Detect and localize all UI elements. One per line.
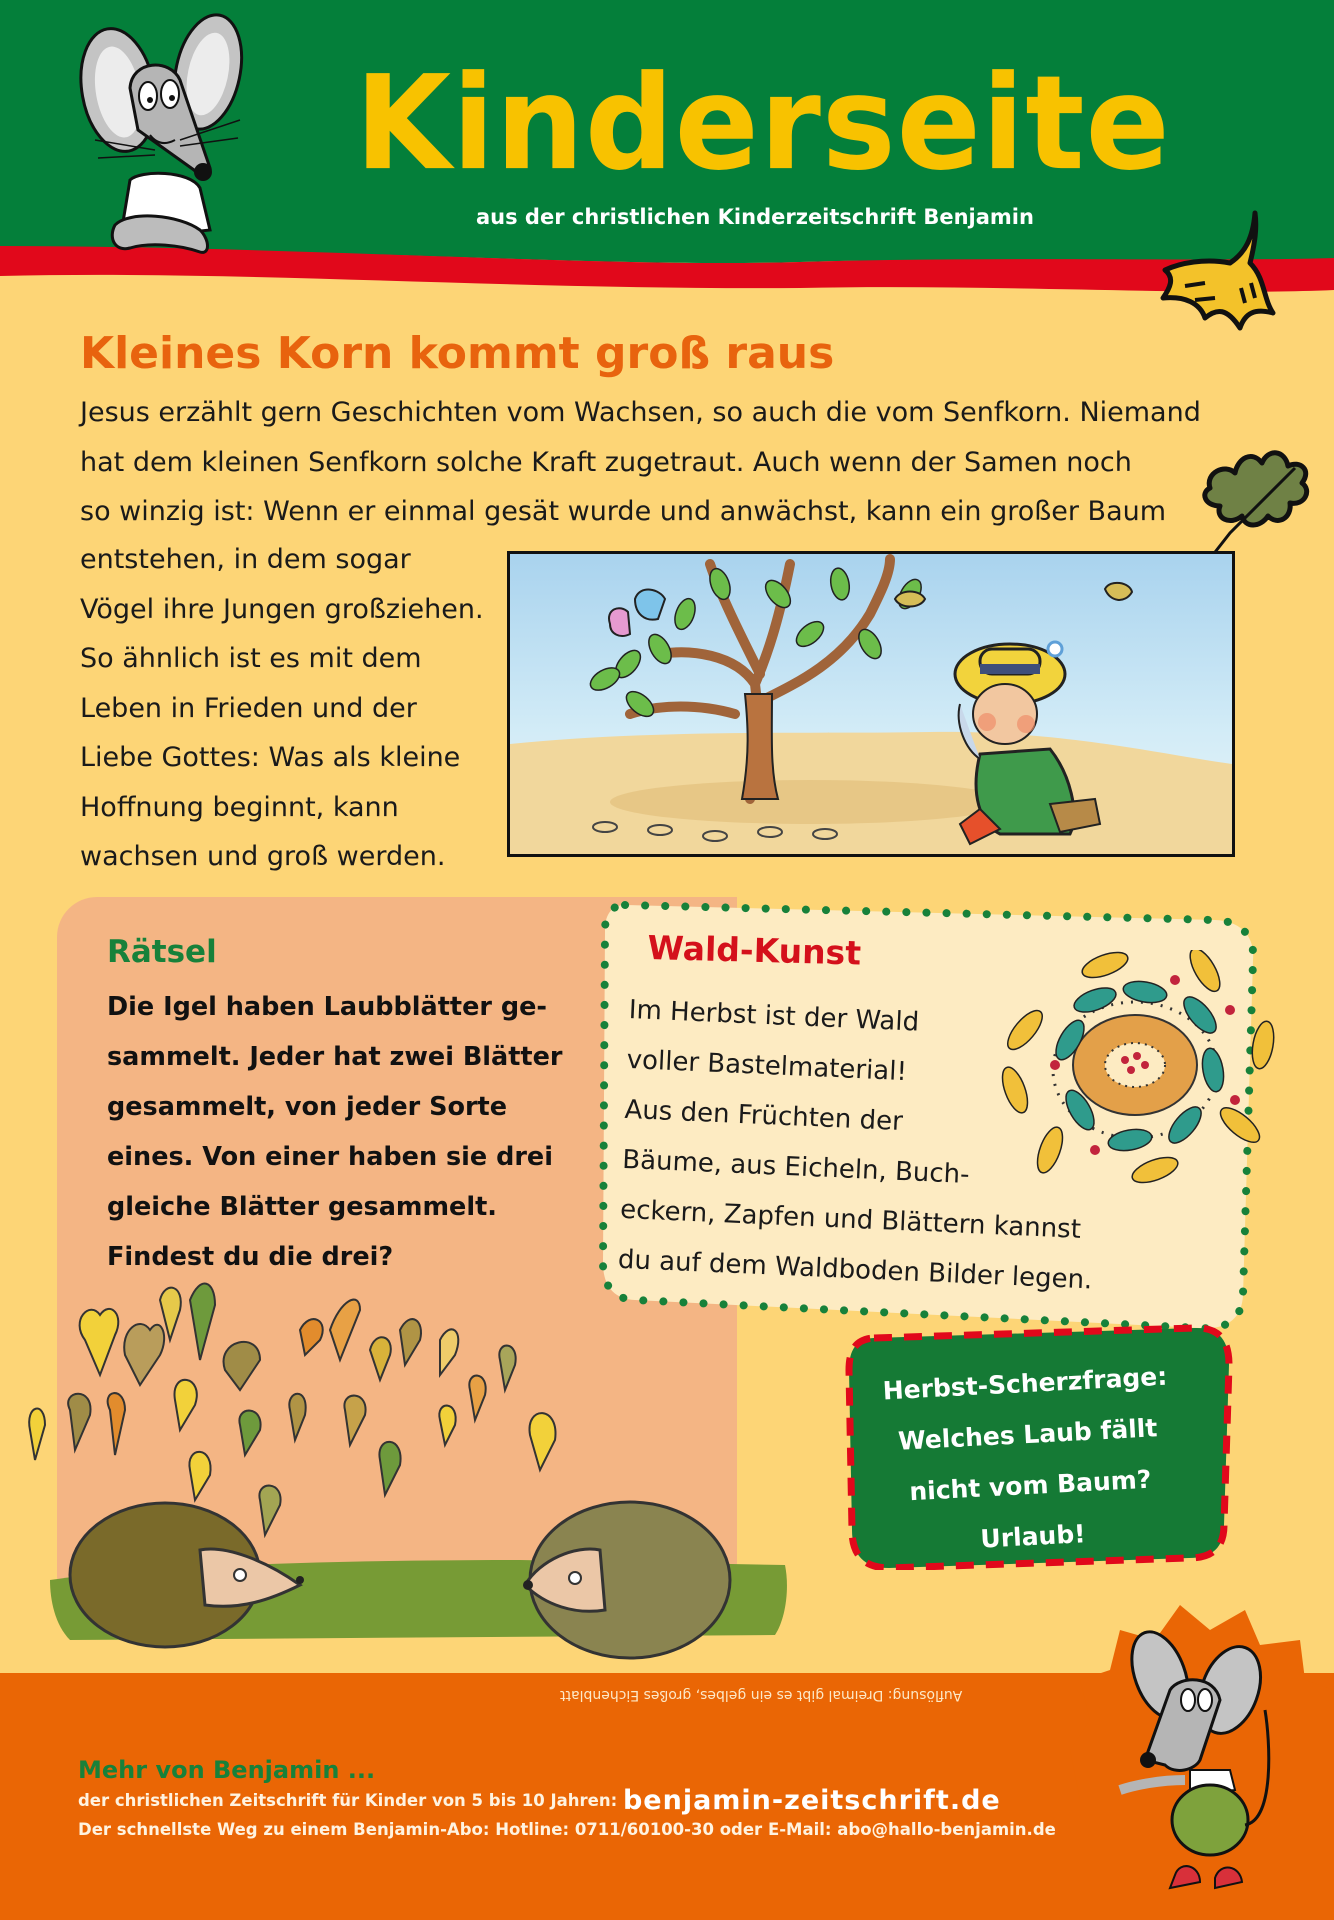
raetsel-title: Rätsel [107, 934, 217, 970]
website-link[interactable]: benjamin-zeitschrift.de [622, 1785, 1001, 1816]
article-title: Kleines Korn kommt groß raus [80, 328, 835, 379]
article-side-text [80, 535, 520, 882]
mouse-mascot-icon [60, 10, 270, 270]
text-line: sammelt. Jeder hat zwei Blätter [107, 1042, 563, 1072]
text-line: eckern, Zapfen und Blättern kannst [619, 1194, 1082, 1245]
text-line: Die Igel haben Laubblätter ge- [107, 992, 547, 1022]
joke-question-line: Welches Laub fällt [897, 1413, 1158, 1456]
joke-question-line: nicht vom Baum? [908, 1464, 1152, 1507]
header-banner [0, 0, 1334, 300]
text-line: Findest du die drei? [107, 1242, 394, 1272]
joke-answer: Urlaub! [979, 1519, 1087, 1554]
text-line: So ähnlich ist es mit dem [80, 643, 422, 674]
puzzle-solution: Auflösung: Dreimal gibt es ein gelbes, großes Eichenblatt [560, 1687, 963, 1703]
wald-kunst-text [617, 985, 1150, 1307]
mouse-phone-mascot-icon [1090, 1620, 1290, 1900]
text-line: Im Herbst ist der Wald [628, 994, 920, 1038]
page-title: Kinderseite [355, 48, 1171, 200]
text-line: so winzig ist: Wenn er einmal gesät wurde und anwächst, kann ein großer Baum [80, 496, 1167, 527]
text-line: du auf dem Waldboden Bilder legen. [617, 1244, 1093, 1296]
article-intro [80, 388, 1230, 537]
text-line: voller Bastelmaterial! [626, 1044, 908, 1088]
text-line: eines. Von einer haben sie drei [107, 1142, 553, 1172]
wald-kunst-title: Wald-Kunst [647, 928, 862, 973]
text-line: gleiche Blätter gesammelt. [107, 1192, 497, 1222]
text-line: Jesus erzählt gern Geschichten vom Wachsen, so auch die vom Senfkorn. Niemand [80, 397, 1201, 428]
page-subtitle: aus der christlichen Kinderzeitschrift Benjamin [476, 205, 1034, 229]
footer-magazine-info [78, 1787, 1001, 1814]
text-line: Vögel ihre Jungen großziehen. [80, 593, 484, 625]
text-line: wachsen und groß werden. [80, 841, 446, 872]
text-line: Bäume, aus Eicheln, Buch- [621, 1144, 971, 1190]
text-line: hat dem kleinen Senfkorn solche Kraft zugetraut. Auch wenn der Samen noch [80, 446, 1132, 478]
text-line: Liebe Gottes: Was als kleine [80, 742, 461, 773]
text-line: Aus den Früchten der [623, 1094, 904, 1138]
gardener-tree-illustration [507, 551, 1235, 857]
footer-heading: Mehr von Benjamin ... [78, 1756, 376, 1784]
joke-text [849, 1349, 1209, 1571]
raetsel-text [107, 982, 567, 1282]
footer-magazine-text: der christlichen Zeitschrift für Kinder von 5 bis 10 Jahren: [78, 1791, 623, 1810]
text-line: Leben in Frieden und der [80, 692, 417, 724]
text-line: gesammelt, von jeder Sorte [107, 1092, 508, 1122]
joke-question-line: Herbst-Scherzfrage: [882, 1361, 1168, 1406]
text-line: entstehen, in dem sogar [80, 544, 411, 575]
yellow-leaf-icon [1145, 208, 1295, 348]
footer-contact-info: Der schnellste Weg zu einem Benjamin-Abo: Hotline: 0711/60100-30 oder E-Mail: abo@hallo-benjamin.de [78, 1820, 1056, 1839]
text-line: Hoffnung beginnt, kann [80, 791, 399, 823]
